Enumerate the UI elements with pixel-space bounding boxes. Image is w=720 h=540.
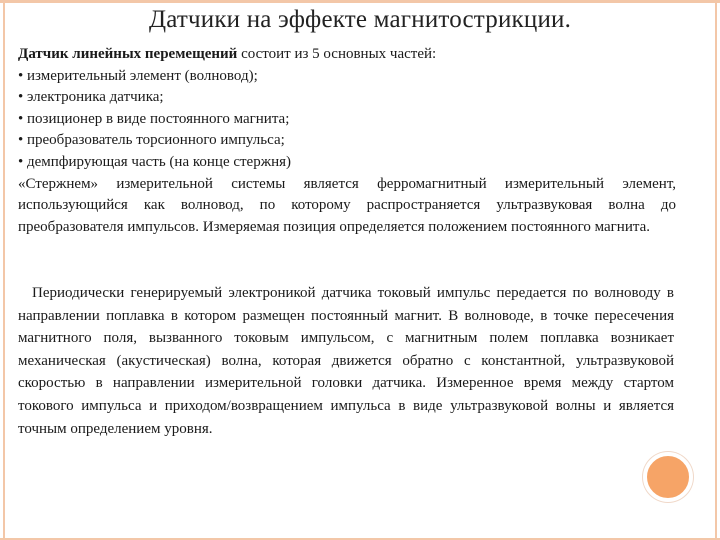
paragraph-1: «Стержнем» измерительной системы является ферромагнитный измерительный элемент, использующийся как волновод, по которому распространяется ультразвуковая волна до преобразователя импульсов. Измеряемая позиция определяется положением постоянного магнита. [18,175,676,235]
intro-line [18,44,676,66]
slide-border-top [0,0,720,3]
decorative-circle [643,452,693,502]
intro-rest: состоит из 5 основных частей: [237,46,437,62]
bullet-item: • измерительный элемент (волновод); [18,67,258,84]
bullet-item: • демпфирующая часть (на конце стержня) [18,153,292,170]
slide-title: Датчики на эффекте магнитострикции. [148,6,572,33]
slide-border-right [715,0,717,540]
paragraph-2: Периодически генерируемый электроникой датчика токовый импульс передается по волноводу в направлении поплавка в котором размещен постоянный магнит. В волноводе, в точке пересечения магнитного поля, вызванного токовым импульсом, с магнитным полем поплавка возникает механическая (акустическая) волна, которая движется обратно с константной, ультразвуковой скоростью в направлении измерительной головки датчика. Измеренное время между стартом токового импульса и приходом/возвращением импульса в виде ультразвуковой волны и является точным определением уровня. [18,285,674,437]
intro-bold: Датчик линейных перемещений [18,46,238,62]
bullet-item: • электроника датчика; [18,89,164,106]
slide-content [18,44,676,238]
bullet-item: • позиционер в виде постоянного магнита; [18,110,290,127]
bullet-item: • преобразователь торсионного импульса; [18,132,285,149]
slide-border-left [3,0,5,540]
